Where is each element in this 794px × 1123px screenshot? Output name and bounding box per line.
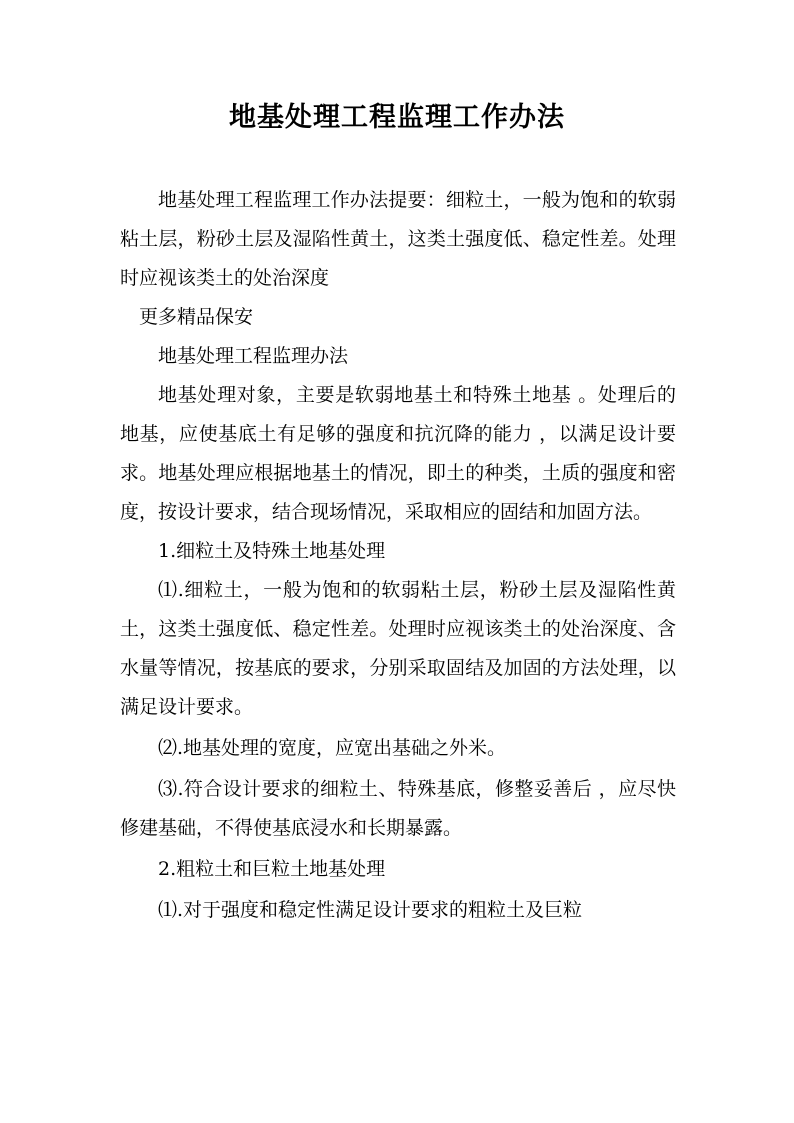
document-title: 地基处理工程监理工作办法 [229, 102, 565, 133]
body-paragraph: ⑴.对于强度和稳定性满足设计要求的粗粒土及巨粒 [158, 899, 583, 921]
document-body [120, 181, 676, 930]
summary-paragraph: 地基处理工程监理工作办法提要：细粒土，一般为饱和的软弱粘土层，粉砂土层及湿陷性黄土，这类土强度低、稳定性差。处理时应视该类土的处治深度 [120, 189, 676, 289]
body-paragraph: ⑴.细粒土，一般为饱和的软弱粘土层，粉砂土层及湿陷性黄土，这类土强度低、稳定性差。处理时应视该类土的处治深度、含水量等情况，按基底的要求，分别采取固结及加固的方法处理，以满足设计要求。 [120, 579, 676, 718]
body-paragraph: ⑶.符合设计要求的细粒土、特殊基底，修整妥善后 ，应尽快修建基础，不得使基底浸水和长期暴露。 [120, 778, 676, 839]
section-title: 地基处理工程监理办法 [158, 345, 349, 367]
heading-coarse-soil: 2.粗粒土和巨粒土地基处理 [158, 858, 386, 880]
body-paragraph: 地基处理对象，主要是软弱地基土和特殊土地基 。处理后的地基，应使基底土有足够的强度和抗沉降的能力 ，以满足设计要求。地基处理应根据地基土的情况，即土的种类，土质的强度和密度，按设计要求，结合现场情况，采取相应的固结和加固方法。 [120, 384, 676, 523]
more-link[interactable]: 更多精品保安 [139, 306, 254, 328]
heading-fine-soil: 1.细粒土及特殊土地基处理 [158, 540, 386, 562]
body-paragraph: ⑵.地基处理的宽度，应宽出基础之外米。 [158, 737, 507, 759]
